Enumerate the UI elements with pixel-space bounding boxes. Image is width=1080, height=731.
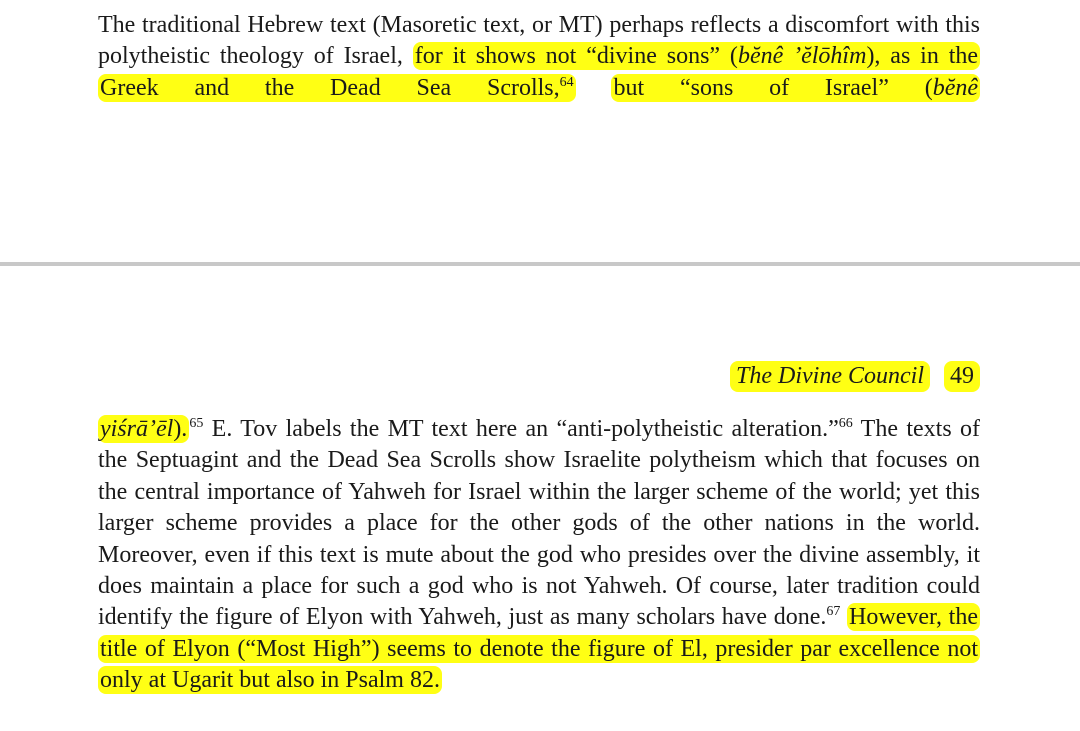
lower-paragraph (98, 414, 980, 697)
running-title: The Divine Council (730, 361, 930, 392)
footnote-ref-67[interactable]: 67 (826, 604, 841, 620)
footnote-ref-66[interactable]: 66 (838, 416, 853, 431)
lower-page (0, 266, 1080, 731)
transliteration: bĕnê (932, 74, 979, 101)
highlight (98, 415, 189, 443)
highlight-text: but “sons of Israel” ( (613, 74, 933, 101)
transliteration: yiśrā’ēl (100, 416, 174, 442)
highlight-text: ). (173, 416, 188, 442)
text-run: The traditional Hebrew text (Masoretic text, or MT) perhaps reflects a discomfort with this polytheistic theology of Israel, (98, 12, 980, 70)
highlight-text: for it shows not “divine sons” ( (414, 43, 738, 70)
footnote-ref-65[interactable]: 65 (189, 416, 204, 431)
page-number: 49 (944, 361, 980, 392)
text-run: The texts of the Septuagint and the Dead Sea Scrolls show Israelite polytheism which that focuses on the central importance of Yahweh for Israel within the larger scheme of the world; yet this larger scheme provides a place for the other gods of the other nations in the world. Moreover, even if this text is mute about the god who presides over the divine assembly, it does maintain a place for such a god who is not Yahweh. Of course, later tradition could identify the figure of Elyon with Yahweh, just as many scholars have done. (98, 416, 981, 631)
upper-paragraph (98, 10, 980, 104)
transliteration: bĕnê ’ĕlōhîm (737, 43, 867, 70)
upper-page (0, 0, 1080, 262)
highlight: However, the title of Elyon (“Most High”) seems to denote the figure of El, presider par excellence not only at Ugarit but also in Psalm 82. (100, 604, 979, 694)
text-run: E. Tov labels the MT text here an “anti-polytheistic alteration.” (203, 416, 839, 442)
highlight (611, 74, 980, 102)
highlight-text: ), as in the Greek and the Dead Sea Scrolls, (100, 43, 979, 101)
footnote-ref-64[interactable]: 64 (559, 74, 574, 90)
running-head (730, 361, 980, 392)
